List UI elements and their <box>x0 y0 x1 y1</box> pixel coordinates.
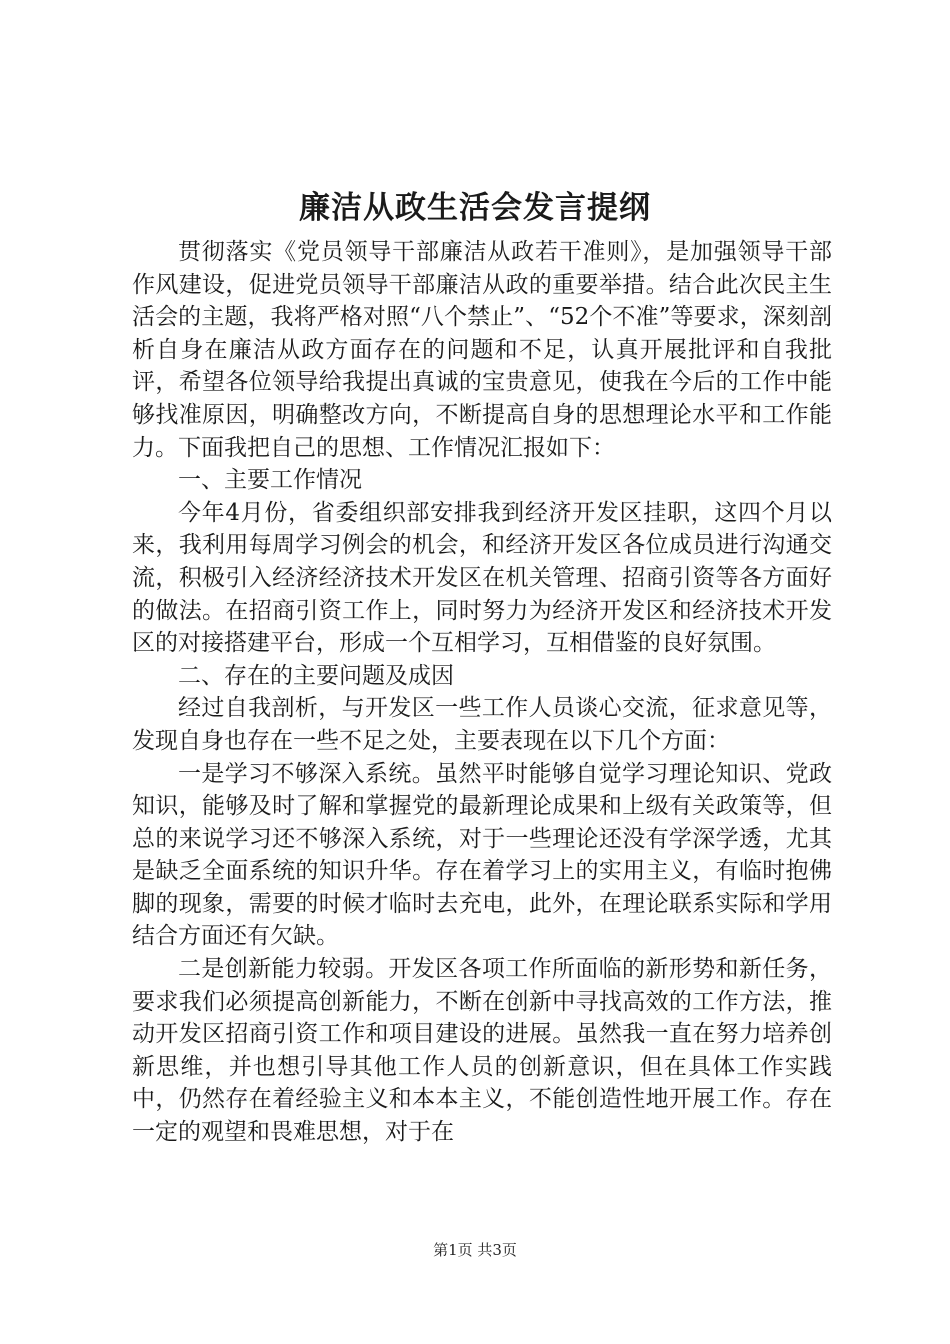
section-heading-main-work: 一、主要工作情况 <box>178 467 362 494</box>
section-heading-problems: 二、存在的主要问题及成因 <box>178 662 454 689</box>
document-body <box>132 236 832 1149</box>
page-number-footer: 第1页 共3页 <box>433 1241 517 1259</box>
paragraph-intro: 贯彻落实《党员领导干部廉洁从政若干准则》，是加强领导干部作风建设，促进党员领导干部廉洁从政的重要举措。结合此次民主生活会的主题，我将严格对照“八个禁止”、“52个不准”等要求，深刻剖析自身在廉洁从政方面存在的问题和不足，认真开展批评和自我批评，希望各位领导给我提出真诚的宝贵意见，使我在今后的工作中能够找准原因，明确整改方向，不断提高自身的思想理论水平和工作能力。下面我把自己的思想、工作情况汇报如下： <box>132 239 832 461</box>
paragraph-problem-one: 一是学习不够深入系统。虽然平时能够自觉学习理论知识、党政知识，能够及时了解和掌握党的最新理论成果和上级有关政策等，但总的来说学习还不够深入系统，对于一些理论还没有学深学透，尤其是缺乏全面系统的知识升华。存在着学习上的实用主义，有临时抱佛脚的现象，需要的时候才临时去充电，此外，在理论联系实际和学用结合方面还有欠缺。 <box>132 760 832 950</box>
document-title: 廉洁从政生活会发言提纲 <box>299 190 651 226</box>
paragraph-main-work: 今年4月份，省委组织部安排我到经济开发区挂职，这四个月以来，我利用每周学习例会的机会，和经济开发区各位成员进行沟通交流，积极引入经济经济技术开发区在机关管理、招商引资等各方面好的做法。在招商引资工作上，同时努力为经济开发区和经济技术开发区的对接搭建平台，形成一个互相学习，互相借鉴的良好氛围。 <box>132 499 832 657</box>
paragraph-problem-two: 二是创新能力较弱。开发区各项工作所面临的新形势和新任务，要求我们必须提高创新能力，不断在创新中寻找高效的工作方法，推动开发区招商引资工作和项目建设的进展。虽然我一直在努力培养创新思维，并也想引导其他工作人员的创新意识，但在具体工作实践中，仍然存在着经验主义和本本主义，不能创造性地开展工作。存在一定的观望和畏难思想，对于在 <box>132 956 832 1146</box>
paragraph-problems-intro: 经过自我剖析，与开发区一些工作人员谈心交流，征求意见等，发现自身也存在一些不足之处，主要表现在以下几个方面： <box>132 695 832 754</box>
